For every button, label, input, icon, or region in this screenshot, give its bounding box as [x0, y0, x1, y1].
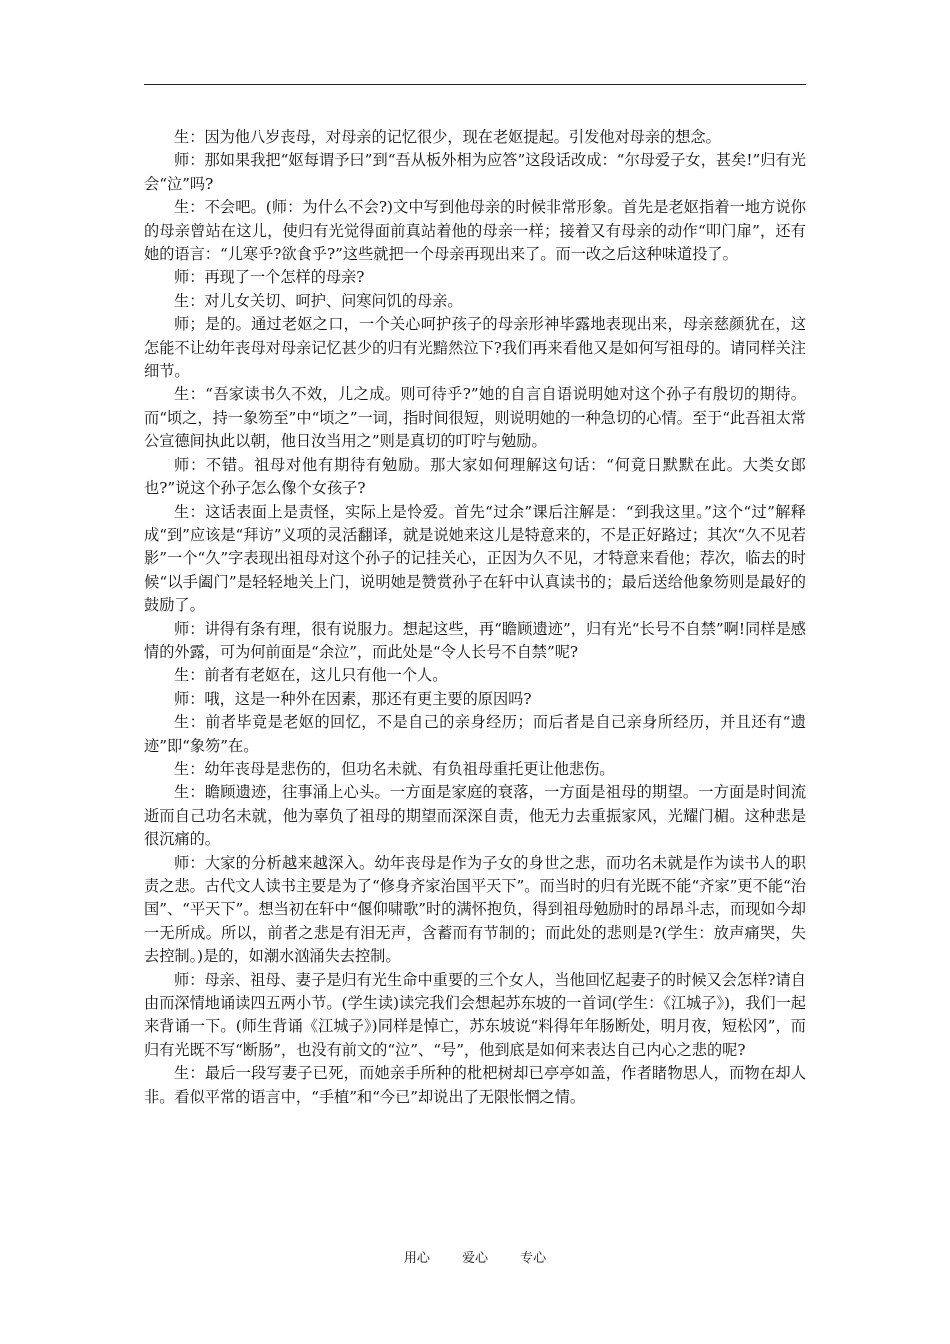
- document-body: [144, 126, 806, 1109]
- paragraph: 师：讲得有条有理，很有说服力。想起这些，再“瞻顾遗迹”，归有光“长号不自禁”啊!同样是感情的外露，可为何前面是“余泣”，而此处是“令人长号不自禁”呢?: [144, 619, 806, 661]
- header-rule: [144, 84, 806, 85]
- paragraph: 师：母亲、祖母、妻子是归有光生命中重要的三个女人，当他回忆起妻子的时候又会怎样?请自由而深情地诵读四五两小节。(学生读)读完我们会想起苏东坡的一首词(学生：《江城子》)，我们一起来背诵一下。(师生背诵《江城子》)同样是悼亡，苏东坡说“料得年年肠断处，明月夜，短松冈”，而归有光既不写“断肠”，也没有前文的“泣”、“号”，他到底是如何来表达自己内心之悲的呢?: [144, 970, 806, 1059]
- paragraph: 生：瞻顾遗迹，往事涌上心头。一方面是家庭的衰落，一方面是祖母的期望。一方面是时间流逝而自己功名未就，他为辜负了祖母的期望而深深自责，他无力去重振家风，光耀门楣。这种悲是很沉痛的。: [144, 783, 806, 849]
- footer-text-1: 用心: [403, 1251, 430, 1266]
- paragraph: 生：因为他八岁丧母，对母亲的记忆很少，现在老妪提起。引发他对母亲的想念。: [174, 128, 721, 146]
- paragraph: 师：再现了一个怎样的母亲?: [174, 268, 365, 287]
- paragraph: 生：最后一段写妻子已死，而她亲手所种的枇杷树却已亭亭如盖，作者睹物思人，而物在却人非。看似平常的语言中，“手植”和“今已”却说出了无限怅惘之情。: [144, 1064, 806, 1106]
- paragraph: 师：哦，这是一种外在因素，那还有更主要的原因吗?: [174, 689, 532, 708]
- paragraph: 生：前者毕竟是老妪的回忆，不是自己的亲身经历；而后者是自己亲身所经历，并且还有“遗迹”即“象笏”在。: [144, 713, 806, 755]
- paragraph: 师：大家的分析越来越深入。幼年丧母是作为子女的身世之悲，而功名未就是作为读书人的职责之悲。古代文人读书主要是为了“修身齐家治国平天下”。而当时的归有光既不能“齐家”更不能“治国”、“平天下”。想当初在轩中“偃仰啸歌”时的满怀抱负，得到祖母勉励时的昂昂斗志，而现如今却一无所成。所以，前者之悲是有泪无声，含蓄而有节制的；而此处的悲则是?(学生：放声痛哭，失去控制。)是的，如潮水汹涌失去控制。: [144, 853, 806, 966]
- paragraph: 师；是的。通过老妪之口，一个关心呵护孩子的母亲形神毕露地表现出来，母亲慈颜犹在，这怎能不让幼年丧母对母亲记忆甚少的归有光黯然泣下?我们再来看他又是如何写祖母的。请同样关注细节。: [144, 315, 806, 381]
- paragraph: 生：幼年丧母是悲伤的，但功名未就、有负祖母重托更让他悲伤。: [174, 759, 615, 778]
- paragraph: 生：对儿女关切、呵护、问寒问饥的母亲。: [174, 291, 463, 310]
- footer-text-3: 专心: [520, 1251, 547, 1266]
- footer-text-2: 爱心: [461, 1251, 488, 1266]
- paragraph: 生：这话表面上是责怪，实际上是怜爱。首先“过余”课后注解是：“到我这里。”这个“过”解释成“到”应该是“拜访”义项的灵活翻译，就是说她来这儿是特意来的，不是正好路过；其次“久不见若影”一个“久”字表现出祖母对这个孙子的记挂关心，正因为久不见，才特意来看他；荐次，临去的时候“以手阖门”是轻轻地关上门，说明她是赞赏孙子在轩中认真读书的；最后送给他象笏则是最好的鼓励了。: [144, 502, 806, 615]
- paragraph: 生：“吾家读书久不效，儿之成。则可待乎?”她的自言自语说明她对这个孙子有殷切的期待。而“顷之，持一象笏至”中“顷之”一词，指时间很短，则说明她的一种急切的心情。至于“此吾祖太常公宣德间执此以朝，他日汝当用之”则是真切的叮咛与勉励。: [144, 385, 806, 451]
- paragraph: 生：前者有老妪在，这儿只有他一个人。: [174, 666, 448, 685]
- paragraph: 师：不错。祖母对他有期待有勉励。那大家如何理解这句话：“何竟日默默在此。大类女郎也?”说这个孙子怎么像个女孩子?: [144, 455, 806, 498]
- paragraph: 师：那如果我把“妪每谓予曰”到“吾从板外相为应答”这段话改成：“尔母爱子女，甚矣!”归有光会“泣”吗?: [144, 151, 806, 193]
- page-footer: [0, 1247, 950, 1266]
- paragraph: 生：不会吧。(师：为什么不会?)文中写到他母亲的时候非常形象。首先是老妪指着一地方说你的母亲曾站在这儿，使归有光觉得面前真站着他的母亲一样；接着又有母亲的动作“叩门扉”，还有她的语言：“儿寒乎?欲食乎?”这些就把一个母亲再现出来了。而一改之后这种味道投了。: [144, 198, 806, 264]
